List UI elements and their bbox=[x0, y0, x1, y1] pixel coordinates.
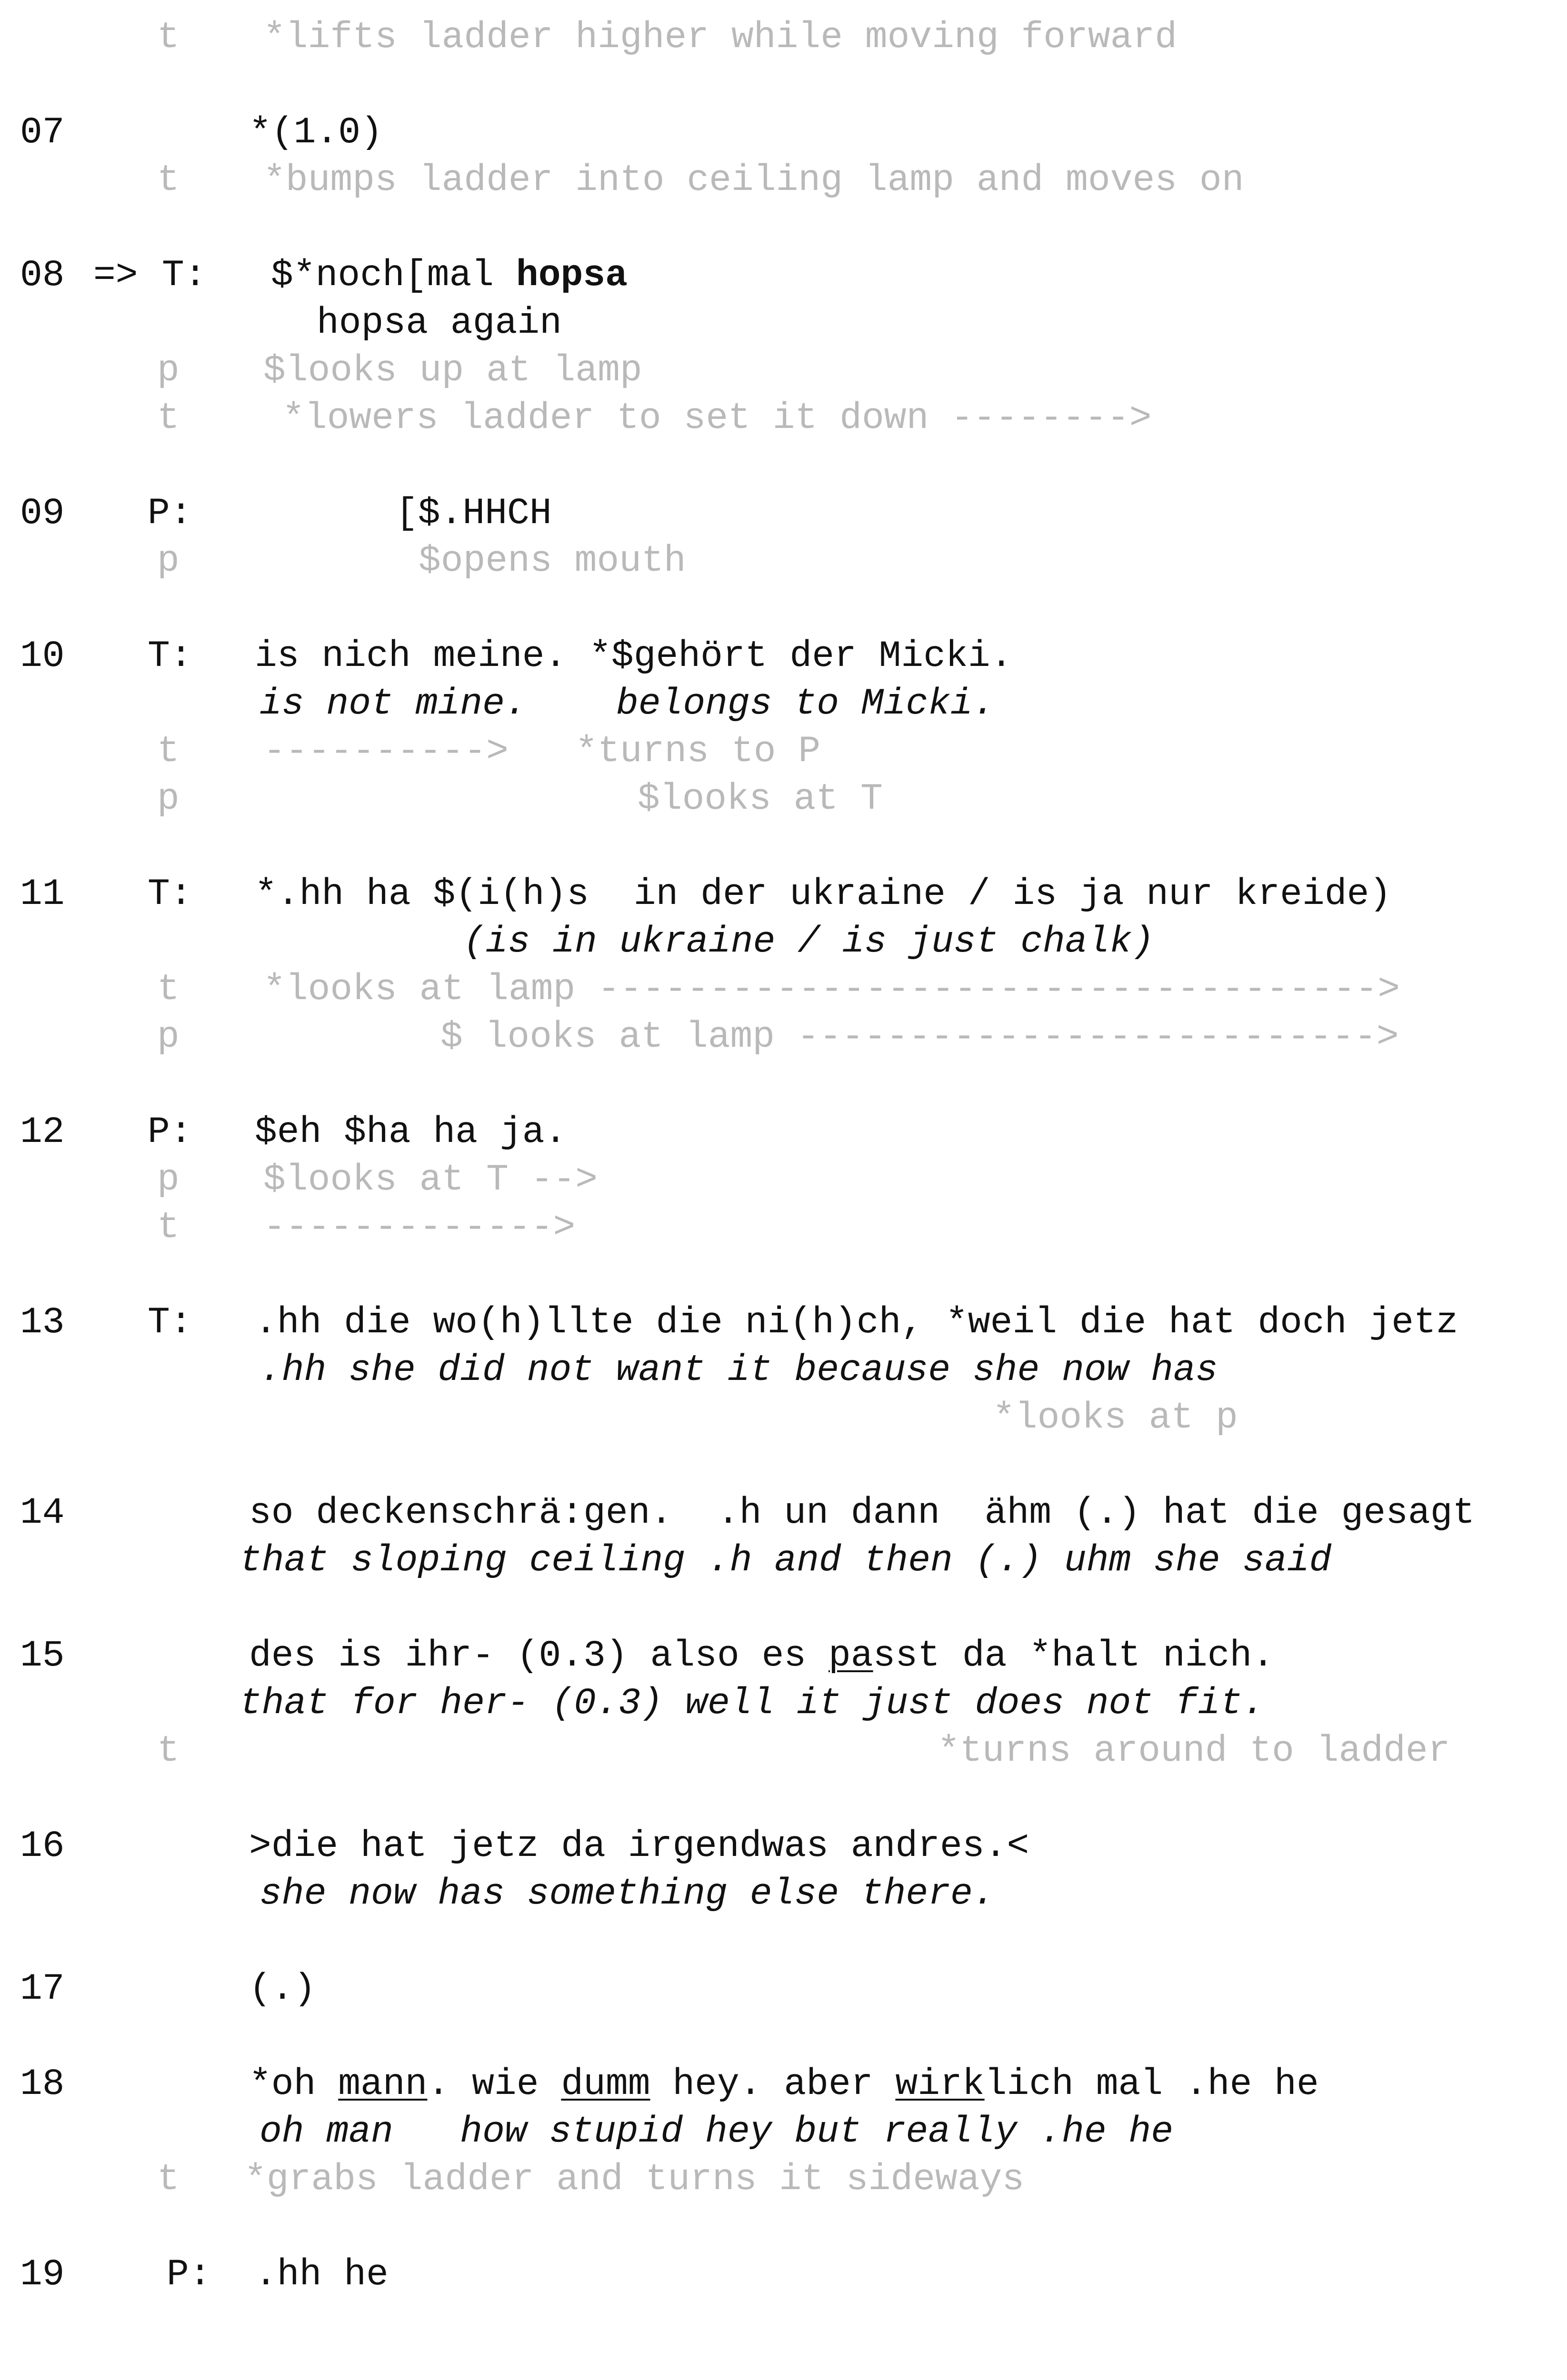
annotation-text: $ looks at lamp --------------------------> bbox=[440, 1016, 1399, 1058]
utterance: $eh $ha ha ja. bbox=[255, 1111, 567, 1153]
utterance: [$.HHCH bbox=[396, 493, 552, 535]
line-number: 19 bbox=[20, 2254, 65, 2296]
translation: is not mine. belongs to Micki. bbox=[260, 683, 995, 725]
annotation-tier-label: t bbox=[157, 159, 180, 201]
utterance-text: hey. aber bbox=[650, 2063, 896, 2105]
utterance-text: *oh bbox=[249, 2063, 339, 2105]
utterance bbox=[249, 1637, 1274, 1675]
stressed-syllable: pa bbox=[828, 1635, 873, 1677]
line-number: 07 bbox=[20, 112, 65, 154]
utterance: is nich meine. *$gehört der Micki. bbox=[255, 635, 1013, 677]
stressed-syllable: wirk bbox=[895, 2063, 985, 2105]
annotation-text: $opens mouth bbox=[419, 540, 686, 582]
annotation-text: *looks at p bbox=[993, 1397, 1238, 1439]
utterance-text: des is ihr- (0.3) also es bbox=[249, 1635, 828, 1677]
annotation-tier-label: p bbox=[157, 1016, 180, 1058]
utterance: .hh die wo(h)llte die ni(h)ch, *weil die hat doch jetz bbox=[255, 1302, 1458, 1344]
annotation-text: *looks at lamp -----------------------------------> bbox=[263, 969, 1400, 1011]
annotation-tier-label: t bbox=[157, 1730, 180, 1772]
stressed-syllable: dumm bbox=[561, 2063, 650, 2105]
annotation-text: $looks up at lamp bbox=[263, 350, 642, 392]
line-number: 16 bbox=[20, 1825, 65, 1867]
utterance: >die hat jetz da irgendwas andres.< bbox=[249, 1825, 1029, 1867]
utterance bbox=[271, 255, 628, 297]
line-number: 17 bbox=[20, 1968, 65, 2010]
utterance: *.hh ha $(i(h)s in der ukraine / is ja nur kreide) bbox=[255, 873, 1392, 915]
annotation-tier-label: p bbox=[157, 540, 180, 582]
speaker-label: T: bbox=[148, 1302, 192, 1344]
line-number: 09 bbox=[20, 493, 65, 535]
translation: oh man how stupid hey but really .he he bbox=[260, 2111, 1174, 2153]
annotation-tier-label: p bbox=[157, 1159, 180, 1201]
speaker-label: P: bbox=[148, 1111, 192, 1153]
annotation-tier-label: t bbox=[157, 731, 180, 773]
translation: that sloping ceiling .h and then (.) uhm she said bbox=[240, 1540, 1332, 1582]
translation: .hh she did not want it because she now has bbox=[260, 1349, 1218, 1391]
speaker-label: T: bbox=[148, 873, 192, 915]
line-number: 18 bbox=[20, 2063, 65, 2105]
utterance-text: sst da *halt nich. bbox=[873, 1635, 1275, 1677]
annotation-text: $looks at T bbox=[638, 778, 883, 820]
translation: she now has something else there. bbox=[260, 1873, 995, 1915]
line-number: 13 bbox=[20, 1302, 65, 1344]
line-number: 15 bbox=[20, 1635, 65, 1677]
speaker-label: P: bbox=[148, 493, 192, 535]
speaker-label: T: bbox=[162, 255, 207, 297]
annotation-tier-label: t bbox=[157, 17, 180, 59]
speaker-label: T: bbox=[148, 635, 192, 677]
speaker-label: P: bbox=[167, 2254, 211, 2296]
utterance: .hh he bbox=[255, 2254, 389, 2296]
stressed-syllable: mann bbox=[338, 2063, 428, 2105]
translation: (is in ukraine / is just chalk) bbox=[463, 921, 1155, 963]
annotation-tier-label: p bbox=[157, 778, 180, 820]
annotation-text: *lifts ladder higher while moving forward bbox=[263, 17, 1178, 59]
line-number: 12 bbox=[20, 1111, 65, 1153]
annotation-text: *turns around to ladder bbox=[938, 1730, 1450, 1772]
line-number: 14 bbox=[20, 1492, 65, 1534]
utterance-text: $*noch[mal bbox=[271, 255, 516, 297]
annotation-text: *grabs ladder and turns it sideways bbox=[244, 2159, 1025, 2201]
utterance bbox=[249, 2063, 1319, 2105]
annotation-tier-label: t bbox=[157, 2159, 180, 2201]
line-number: 11 bbox=[20, 873, 65, 915]
translation: that for her- (0.3) well it just does not fit. bbox=[240, 1683, 1265, 1725]
translation: hopsa again bbox=[317, 302, 562, 344]
utterance: (.) bbox=[249, 1968, 316, 2010]
annotation-text: $looks at T --> bbox=[263, 1159, 598, 1201]
annotation-text: ----------> *turns to P bbox=[263, 731, 821, 773]
annotation-tier-label: p bbox=[157, 350, 180, 392]
annotation-tier-label: t bbox=[157, 397, 180, 439]
utterance-text: lich mal .he he bbox=[984, 2063, 1319, 2105]
annotation-text: *bumps ladder into ceiling lamp and moves on bbox=[263, 159, 1244, 201]
line-number: 10 bbox=[20, 635, 65, 677]
annotation-text: *lowers ladder to set it down --------> bbox=[282, 397, 1152, 439]
annotation-text: -------------> bbox=[263, 1207, 576, 1249]
emphasized-word: hopsa bbox=[516, 255, 628, 297]
utterance: so deckenschrä:gen. .h un dann ähm (.) hat die gesagt bbox=[249, 1492, 1475, 1534]
line-number: 08 bbox=[20, 255, 65, 297]
annotation-tier-label: t bbox=[157, 969, 180, 1011]
utterance: *(1.0) bbox=[249, 112, 383, 154]
utterance-text: . wie bbox=[427, 2063, 561, 2105]
annotation-tier-label: t bbox=[157, 1207, 180, 1249]
focus-arrow: => bbox=[93, 255, 138, 297]
